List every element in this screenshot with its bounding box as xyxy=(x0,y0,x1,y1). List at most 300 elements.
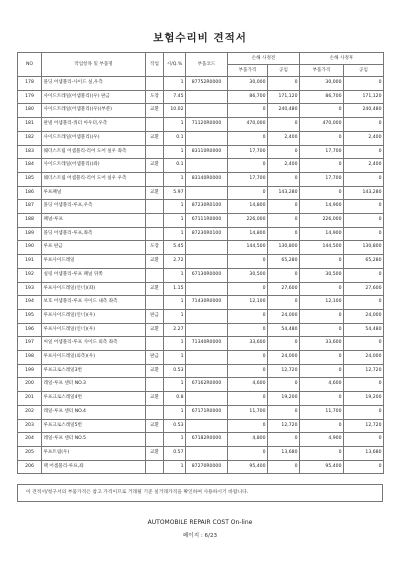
table-row xyxy=(18,378,384,392)
row-no: 196 xyxy=(18,323,42,337)
row-part-price-assessed: 0 xyxy=(300,282,344,296)
row-part-price: 0 xyxy=(228,186,268,200)
row-labor-assessed: 2,400 xyxy=(344,159,384,173)
row-labor: 143,280 xyxy=(268,186,300,200)
row-no: 192 xyxy=(18,268,42,282)
row-part-price-assessed: 33,600 xyxy=(300,337,344,351)
table-row xyxy=(18,145,384,159)
row-method xyxy=(146,433,164,447)
header-qty: 시/Q.% xyxy=(164,53,186,77)
row-labor-assessed: 12,720 xyxy=(344,419,384,433)
row-labor-assessed: 240,480 xyxy=(344,104,384,118)
row-part-code: 87752R0000 xyxy=(186,77,228,91)
row-part-price-assessed: 0 xyxy=(300,104,344,118)
row-labor-assessed: 24,000 xyxy=(344,351,384,365)
row-method: 교환 xyxy=(146,255,164,269)
disclaimer-note: 이 견적서/청구서의 부품가격은 참고 가격이므로 거래될 기준 실거래가격을 확인하여 사용하시기 바랍니다. xyxy=(17,484,383,502)
table-row xyxy=(18,282,384,296)
footer-brand: AUTOMOBILE REPAIR COST On-line xyxy=(147,519,253,526)
row-qty: 5.45 xyxy=(164,241,186,255)
row-labor-assessed: 0 xyxy=(344,118,384,132)
table-row xyxy=(18,159,384,173)
row-part-price: 470,000 xyxy=(228,118,268,132)
row-part-code xyxy=(186,186,228,200)
row-labor: 24,000 xyxy=(268,309,300,323)
row-method: 도장 xyxy=(146,90,164,104)
row-part-price: 226,000 xyxy=(228,214,268,228)
row-labor: 130,800 xyxy=(268,241,300,255)
row-labor-assessed: 0 xyxy=(344,378,384,392)
row-labor: 0 xyxy=(268,118,300,132)
row-labor: 0 xyxy=(268,172,300,186)
table-row xyxy=(18,309,384,323)
row-method xyxy=(146,460,164,474)
row-part-price-assessed: 0 xyxy=(300,323,344,337)
row-part-price: 95,400 xyxy=(228,460,268,474)
row-qty: 0.53 xyxy=(164,419,186,433)
row-labor-assessed: 0 xyxy=(344,460,384,474)
row-part-price: 0 xyxy=(228,419,268,433)
row-qty: 1 xyxy=(164,77,186,91)
row-item: 몰딩 어셈블리-루프,좌측 xyxy=(42,227,146,241)
header-labor: 공임 xyxy=(268,65,300,77)
row-part-code: 87270R0000 xyxy=(186,460,228,474)
row-labor: 2,400 xyxy=(268,131,300,145)
row-part-price-assessed: 17,700 xyxy=(300,172,344,186)
row-item: 사이드트레일(어셈블리)(좌) xyxy=(42,159,146,173)
row-no: 184 xyxy=(18,159,42,173)
row-item: 패널-루프 xyxy=(42,214,146,228)
row-method: 교환 xyxy=(146,419,164,433)
row-qty: 1.15 xyxy=(164,282,186,296)
row-part-price: 17,700 xyxy=(228,145,268,159)
table-row xyxy=(18,104,384,118)
row-no: 194 xyxy=(18,296,42,310)
row-part-code xyxy=(186,309,228,323)
row-item: 사이드트레일(어셈블리)(우) 판금 xyxy=(42,90,146,104)
row-qty: 1 xyxy=(164,337,186,351)
row-labor: 0 xyxy=(268,296,300,310)
row-qty: 1 xyxy=(164,351,186,365)
row-method xyxy=(146,145,164,159)
table-row xyxy=(18,200,384,214)
table-body xyxy=(18,77,384,474)
row-qty: 1 xyxy=(164,145,186,159)
row-no: 178 xyxy=(18,77,42,91)
row-part-price: 0 xyxy=(228,364,268,378)
row-item: 루프사이드레일(인너)(좌) xyxy=(42,282,146,296)
row-method: 교환 xyxy=(146,323,164,337)
table-row xyxy=(18,351,384,365)
row-item: 루프패널 xyxy=(42,186,146,200)
row-no: 202 xyxy=(18,405,42,419)
row-labor: 12,720 xyxy=(268,419,300,433)
row-method xyxy=(146,200,164,214)
row-labor: 54,480 xyxy=(268,323,300,337)
row-method xyxy=(146,118,164,132)
row-qty: 0.57 xyxy=(164,446,186,460)
row-item: 판넬 어셈블리-쿼터 아우터,우측 xyxy=(42,118,146,132)
row-labor: 0 xyxy=(268,145,300,159)
row-no: 205 xyxy=(18,446,42,460)
row-qty: 1 xyxy=(164,378,186,392)
header-method: 작업 xyxy=(146,53,164,77)
row-part-code xyxy=(186,90,228,104)
row-part-price-assessed: 4,600 xyxy=(300,378,344,392)
header-part-price-assessed: 부품가격 xyxy=(300,65,344,77)
table-row xyxy=(18,131,384,145)
row-no: 179 xyxy=(18,90,42,104)
row-part-code xyxy=(186,282,228,296)
row-part-code: 67182R0000 xyxy=(186,433,228,447)
row-labor: 240,480 xyxy=(268,104,300,118)
row-part-price-assessed: 0 xyxy=(300,159,344,173)
row-labor: 0 xyxy=(268,460,300,474)
row-part-code xyxy=(186,104,228,118)
table-row xyxy=(18,405,384,419)
row-part-price-assessed: 226,000 xyxy=(300,214,344,228)
row-item: 웨더스트립 어셈블리-리어 도어 실우 우측 xyxy=(42,172,146,186)
row-labor: 19,200 xyxy=(268,392,300,406)
row-labor-assessed: 0 xyxy=(344,77,384,91)
table-row xyxy=(18,172,384,186)
row-labor: 24,000 xyxy=(268,351,300,365)
header-damage-check: 손해 사정전 xyxy=(228,53,300,65)
row-labor-assessed: 54,480 xyxy=(344,323,384,337)
row-method xyxy=(146,77,164,91)
row-part-code: 83140R0000 xyxy=(186,172,228,186)
row-part-price: 144,500 xyxy=(228,241,268,255)
row-item: 사이드트레일(어셈블리)(우) xyxy=(42,131,146,145)
row-part-code xyxy=(186,131,228,145)
row-method: 교환 xyxy=(146,104,164,118)
row-part-price-assessed: 14,900 xyxy=(300,227,344,241)
row-no: 193 xyxy=(18,282,42,296)
row-labor-assessed: 0 xyxy=(344,405,384,419)
row-part-code: 87230R0100 xyxy=(186,227,228,241)
row-part-code xyxy=(186,323,228,337)
row-method: 교환 xyxy=(146,282,164,296)
table-row xyxy=(18,214,384,228)
row-labor: 0 xyxy=(268,433,300,447)
page-number: 페이지 : 6/23 xyxy=(182,533,218,539)
row-part-price-assessed: 0 xyxy=(300,446,344,460)
row-item: 몰딩 어셈블리-루프,우측 xyxy=(42,200,146,214)
row-no: 189 xyxy=(18,227,42,241)
row-part-price-assessed: 86,700 xyxy=(300,90,344,104)
row-qty: 1 xyxy=(164,433,186,447)
row-part-price: 14,800 xyxy=(228,227,268,241)
row-part-code: 67130R0000 xyxy=(186,268,228,282)
row-labor-assessed: 171,120 xyxy=(344,90,384,104)
row-method: 도장 xyxy=(146,241,164,255)
row-labor: 0 xyxy=(268,378,300,392)
row-part-code xyxy=(186,392,228,406)
row-no: 206 xyxy=(18,460,42,474)
row-method xyxy=(146,337,164,351)
row-item: 레일-루프 센터 NO.4 xyxy=(42,405,146,419)
row-item: 루프사이드레일 xyxy=(42,255,146,269)
row-part-price: 0 xyxy=(228,309,268,323)
row-part-price: 0 xyxy=(228,351,268,365)
table-header-row xyxy=(18,53,384,65)
row-item: 루프크로스레일4번 xyxy=(42,392,146,406)
row-part-price-assessed: 4,900 xyxy=(300,433,344,447)
row-item: 루프트림(우) xyxy=(42,446,146,460)
row-item: 웨더스트립 어셈블리-리어 도어 실우 좌측 xyxy=(42,145,146,159)
row-part-code xyxy=(186,159,228,173)
row-qty: 7.45 xyxy=(164,90,186,104)
table-row xyxy=(18,255,384,269)
row-part-price: 14,800 xyxy=(228,200,268,214)
row-part-price-assessed: 14,900 xyxy=(300,200,344,214)
row-method xyxy=(146,405,164,419)
row-part-code: 83110R0000 xyxy=(186,145,228,159)
row-item: 루프크로스레일5번 xyxy=(42,419,146,433)
row-part-price-assessed: 470,000 xyxy=(300,118,344,132)
row-method: 판금 xyxy=(146,351,164,365)
row-qty: 0.1 xyxy=(164,159,186,173)
row-method: 교환 xyxy=(146,186,164,200)
row-labor: 0 xyxy=(268,337,300,351)
row-no: 183 xyxy=(18,145,42,159)
row-part-price-assessed: 0 xyxy=(300,131,344,145)
header-labor-assessed: 공임 xyxy=(344,65,384,77)
row-item: 씨일 어셈블리-루프 사이드 외측 좌측 xyxy=(42,337,146,351)
row-method: 교환 xyxy=(146,159,164,173)
table-row xyxy=(18,392,384,406)
row-no: 185 xyxy=(18,172,42,186)
row-part-price: 0 xyxy=(228,446,268,460)
table-row xyxy=(18,268,384,282)
row-part-price: 4,600 xyxy=(228,378,268,392)
row-labor-assessed: 0 xyxy=(344,200,384,214)
row-labor-assessed: 143,280 xyxy=(344,186,384,200)
table-row xyxy=(18,77,384,91)
row-item: 루프크로스레일3번 xyxy=(42,364,146,378)
row-labor: 0 xyxy=(268,405,300,419)
row-part-price: 17,700 xyxy=(228,172,268,186)
row-qty: 1 xyxy=(164,118,186,132)
row-labor: 0 xyxy=(268,200,300,214)
row-qty: 1 xyxy=(164,200,186,214)
table-row xyxy=(18,296,384,310)
row-method xyxy=(146,296,164,310)
row-qty: 10.02 xyxy=(164,104,186,118)
header-work: 작업항목 및 부품명 xyxy=(42,53,146,77)
row-part-price-assessed: 0 xyxy=(300,351,344,365)
row-labor-assessed: 24,000 xyxy=(344,309,384,323)
row-part-code: 71120R0000 xyxy=(186,118,228,132)
row-part-code: 67162R0000 xyxy=(186,378,228,392)
table-row xyxy=(18,337,384,351)
row-labor: 0 xyxy=(268,268,300,282)
row-part-code xyxy=(186,351,228,365)
row-part-price: 30,000 xyxy=(228,77,268,91)
header-part-price: 부품가격 xyxy=(228,65,268,77)
row-item: 루프사이드레일(외측)(우) xyxy=(42,351,146,365)
row-part-price-assessed: 30,000 xyxy=(300,77,344,91)
table-row xyxy=(18,364,384,378)
row-labor-assessed: 65,280 xyxy=(344,255,384,269)
row-qty: 1 xyxy=(164,405,186,419)
estimate-table xyxy=(17,52,384,474)
row-part-price-assessed: 12,100 xyxy=(300,296,344,310)
row-labor-assessed: 0 xyxy=(344,296,384,310)
row-no: 188 xyxy=(18,214,42,228)
row-part-price: 30,500 xyxy=(228,268,268,282)
row-item: 사이드트레일(어셈블리)(우)(부분) xyxy=(42,104,146,118)
row-no: 190 xyxy=(18,241,42,255)
row-part-code: 67111R0000 xyxy=(186,214,228,228)
row-method xyxy=(146,378,164,392)
row-part-code xyxy=(186,364,228,378)
row-part-code: 67171R0000 xyxy=(186,405,228,419)
row-part-price: 86,700 xyxy=(228,90,268,104)
header-no: NO xyxy=(18,53,42,77)
header-partcode: 부품코드 xyxy=(186,53,228,77)
row-labor-assessed: 0 xyxy=(344,172,384,186)
row-qty: 2.72 xyxy=(164,255,186,269)
row-item: 몰딩 어셈블리-사이드 실,우측 xyxy=(42,77,146,91)
row-part-price-assessed: 0 xyxy=(300,309,344,323)
row-no: 180 xyxy=(18,104,42,118)
row-part-price: 12,100 xyxy=(228,296,268,310)
row-part-code: 71340R0000 xyxy=(186,337,228,351)
row-method xyxy=(146,172,164,186)
table-row xyxy=(18,118,384,132)
row-part-price: 33,600 xyxy=(228,337,268,351)
row-labor: 13,680 xyxy=(268,446,300,460)
row-qty: 1 xyxy=(164,172,186,186)
row-method: 교환 xyxy=(146,392,164,406)
table-row xyxy=(18,433,384,447)
row-labor-assessed: 0 xyxy=(344,214,384,228)
row-method xyxy=(146,214,164,228)
row-part-code: 71430R0000 xyxy=(186,296,228,310)
row-no: 186 xyxy=(18,186,42,200)
row-no: 191 xyxy=(18,255,42,269)
row-labor: 171,120 xyxy=(268,90,300,104)
row-labor-assessed: 130,800 xyxy=(344,241,384,255)
row-method: 교환 xyxy=(146,364,164,378)
row-item: 루프사이드레일(인너)(우) xyxy=(42,323,146,337)
row-qty: 1 xyxy=(164,268,186,282)
page-title: 보험수리비 견적서 xyxy=(153,32,247,44)
row-no: 182 xyxy=(18,131,42,145)
row-part-price: 0 xyxy=(228,159,268,173)
table-row xyxy=(18,460,384,474)
row-item: 보호 어셈블리-루프 사이드 내측 좌측 xyxy=(42,296,146,310)
row-item: 루프사이드레일(인너)(우) xyxy=(42,309,146,323)
row-item: 레일-루프 센터 NO.3 xyxy=(42,378,146,392)
row-item: 실링 어셈블리-루프 패널 뒤쪽 xyxy=(42,268,146,282)
row-part-price: 0 xyxy=(228,255,268,269)
row-part-price: 11,700 xyxy=(228,405,268,419)
row-no: 195 xyxy=(18,309,42,323)
row-part-code: 87230R0100 xyxy=(186,200,228,214)
row-method: 판금 xyxy=(146,309,164,323)
row-labor: 2,400 xyxy=(268,159,300,173)
row-qty: 0.1 xyxy=(164,131,186,145)
row-part-code xyxy=(186,241,228,255)
row-part-price-assessed: 11,700 xyxy=(300,405,344,419)
table-row xyxy=(18,227,384,241)
row-qty: 0.8 xyxy=(164,392,186,406)
row-labor-assessed: 2,400 xyxy=(344,131,384,145)
row-part-price: 0 xyxy=(228,323,268,337)
row-part-price: 0 xyxy=(228,392,268,406)
table-row xyxy=(18,419,384,433)
row-labor-assessed: 13,680 xyxy=(344,446,384,460)
row-part-price-assessed: 30,500 xyxy=(300,268,344,282)
row-part-code xyxy=(186,255,228,269)
row-labor-assessed: 19,200 xyxy=(344,392,384,406)
table-row xyxy=(18,241,384,255)
row-qty: 2.27 xyxy=(164,323,186,337)
row-no: 198 xyxy=(18,351,42,365)
row-labor: 0 xyxy=(268,214,300,228)
row-labor-assessed: 0 xyxy=(344,268,384,282)
row-item: 루프 판금 xyxy=(42,241,146,255)
row-qty: 1 xyxy=(164,460,186,474)
row-part-price-assessed: 0 xyxy=(300,364,344,378)
row-qty: 0.53 xyxy=(164,364,186,378)
row-part-price-assessed: 0 xyxy=(300,186,344,200)
row-qty: 1 xyxy=(164,227,186,241)
row-part-price: 0 xyxy=(228,131,268,145)
row-no: 187 xyxy=(18,200,42,214)
table-row xyxy=(18,90,384,104)
row-no: 199 xyxy=(18,364,42,378)
row-labor: 0 xyxy=(268,77,300,91)
row-qty: 1 xyxy=(164,296,186,310)
row-part-price: 0 xyxy=(228,282,268,296)
row-no: 181 xyxy=(18,118,42,132)
row-labor-assessed: 0 xyxy=(344,433,384,447)
row-item: 레일-루프 센터 NO.5 xyxy=(42,433,146,447)
row-no: 204 xyxy=(18,433,42,447)
row-part-price-assessed: 95,400 xyxy=(300,460,344,474)
row-labor: 12,720 xyxy=(268,364,300,378)
row-labor-assessed: 12,720 xyxy=(344,364,384,378)
row-part-code xyxy=(186,446,228,460)
row-labor: 65,280 xyxy=(268,255,300,269)
row-labor: 0 xyxy=(268,227,300,241)
row-no: 201 xyxy=(18,392,42,406)
row-qty: 1 xyxy=(164,309,186,323)
header-damage-assessed: 손해 사정후 xyxy=(300,53,384,65)
row-labor-assessed: 0 xyxy=(344,145,384,159)
table-row xyxy=(18,186,384,200)
row-no: 200 xyxy=(18,378,42,392)
row-qty: 1 xyxy=(164,214,186,228)
row-part-price: 0 xyxy=(228,104,268,118)
row-no: 203 xyxy=(18,419,42,433)
row-no: 197 xyxy=(18,337,42,351)
table-row xyxy=(18,446,384,460)
row-part-price-assessed: 144,500 xyxy=(300,241,344,255)
table-row xyxy=(18,323,384,337)
row-method xyxy=(146,268,164,282)
row-part-price-assessed: 0 xyxy=(300,255,344,269)
row-labor-assessed: 27,600 xyxy=(344,282,384,296)
row-method xyxy=(146,227,164,241)
row-method: 교환 xyxy=(146,446,164,460)
row-part-price-assessed: 0 xyxy=(300,392,344,406)
row-labor-assessed: 0 xyxy=(344,337,384,351)
row-part-price-assessed: 0 xyxy=(300,419,344,433)
